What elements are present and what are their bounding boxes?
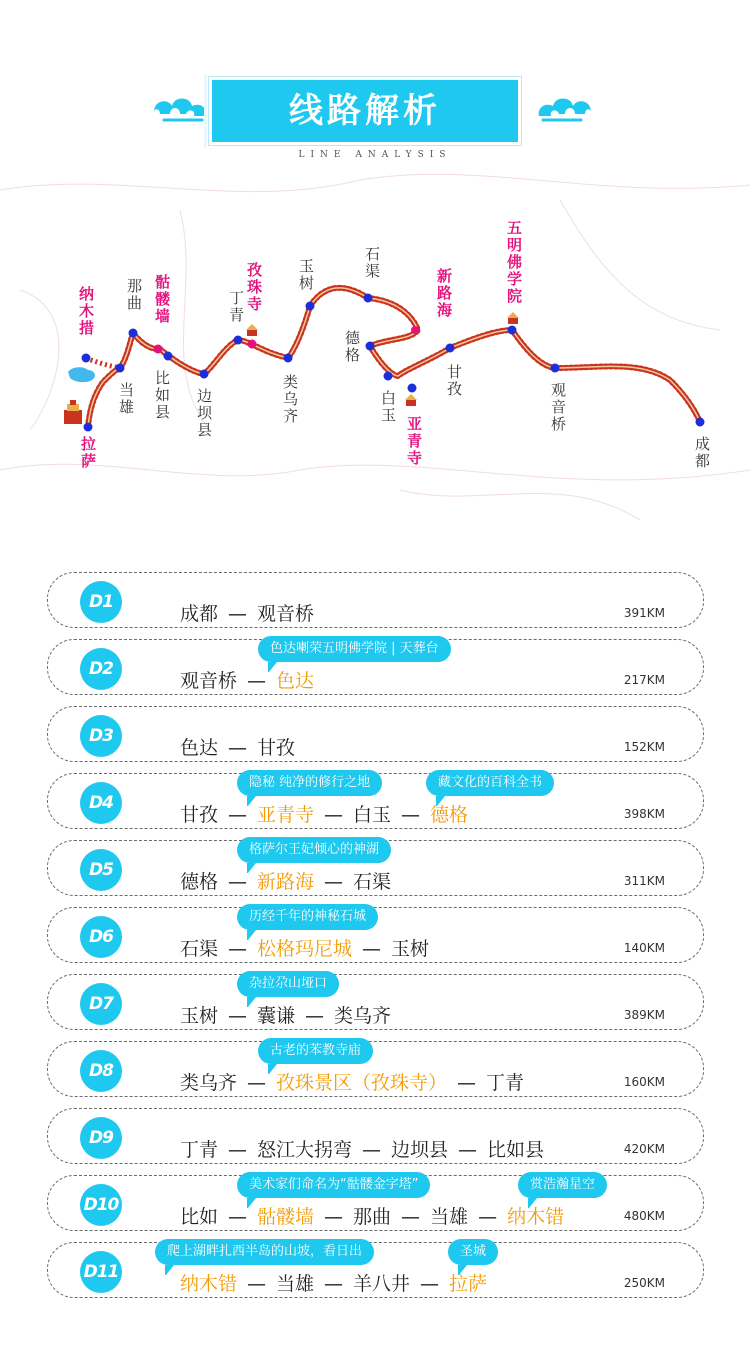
place: 色达 [180, 737, 219, 759]
map-label-chengdu: 成都 [693, 436, 711, 470]
place: 玉树 [180, 1005, 219, 1027]
separator: — [228, 871, 248, 893]
map-label-namucuo: 纳木措 [77, 286, 95, 337]
map-node-dingqing [234, 336, 243, 345]
separator: — [228, 1005, 248, 1027]
place: 石渠 [180, 938, 219, 960]
map-label-dege: 德格 [343, 330, 361, 364]
route-map [0, 170, 750, 550]
separator: — [305, 1005, 325, 1027]
map-label-yaqingsi: 亚青寺 [405, 416, 423, 467]
day-distance: 391KM [623, 606, 665, 620]
map-label-xinluhai: 新路海 [435, 268, 453, 319]
map-node-leiwuqi [284, 354, 293, 363]
place-highlight: 骷髅墙 [257, 1206, 315, 1228]
cloud-ornament-right-icon [535, 90, 595, 130]
map-node-namucuo [82, 354, 91, 363]
cloud-ornament-left-icon [150, 90, 210, 130]
place: 德格 [180, 871, 219, 893]
day-distance: 160KM [623, 1075, 665, 1089]
temple-icon-wuming [507, 312, 519, 324]
day-badge: D2 [80, 648, 122, 690]
separator: — [478, 1206, 498, 1228]
day-badge: D6 [80, 916, 122, 958]
day-route [180, 1202, 564, 1229]
day-distance: 311KM [623, 874, 665, 888]
day-tip: 杂拉尕山垭口 [237, 971, 339, 997]
day-route [180, 599, 314, 626]
separator: — [401, 1206, 421, 1228]
place: 观音桥 [180, 670, 238, 692]
map-node-dangxiong [116, 364, 125, 373]
day-route [180, 800, 468, 827]
day-row-d7 [47, 974, 704, 1030]
day-tip: 赏浩瀚星空 [518, 1172, 607, 1198]
place: 甘孜 [180, 804, 219, 826]
separator: — [228, 1206, 248, 1228]
map-label-wuming: 五明佛学院 [505, 220, 523, 305]
day-row-d11 [47, 1242, 704, 1298]
day-row-d8 [47, 1041, 704, 1097]
temple-icon-zizhu [246, 324, 258, 336]
map-node-guanyinqiao [551, 364, 560, 373]
day-row-d9 [47, 1108, 704, 1164]
separator: — [228, 1139, 248, 1161]
separator: — [228, 737, 248, 759]
place: 比如 [180, 1206, 219, 1228]
place-highlight: 松格玛尼城 [257, 938, 353, 960]
day-badge: D5 [80, 849, 122, 891]
day-badge: D10 [80, 1184, 122, 1226]
day-tip: 格萨尔王妃倾心的神湖 [237, 837, 391, 863]
place: 羊八井 [353, 1273, 411, 1295]
day-row-d4 [47, 773, 704, 829]
day-row-d1 [47, 572, 704, 628]
place-highlight: 德格 [430, 804, 469, 826]
potala-palace-icon [64, 400, 82, 424]
place: 白玉 [353, 804, 392, 826]
day-route [180, 1068, 524, 1095]
day-badge: D8 [80, 1050, 122, 1092]
day-distance: 480KM [623, 1209, 665, 1223]
map-node-kulouqiang [154, 345, 163, 354]
map-node-ganzi [446, 344, 455, 353]
separator: — [401, 804, 421, 826]
day-badge: D1 [80, 581, 122, 623]
separator: — [362, 1139, 382, 1161]
separator: — [228, 804, 248, 826]
day-badge: D7 [80, 983, 122, 1025]
day-route [180, 934, 429, 961]
place: 比如县 [487, 1139, 545, 1161]
day-tip: 历经千年的神秘石城 [237, 904, 378, 930]
map-label-nagqu: 那曲 [125, 278, 143, 312]
map-label-yushu: 玉树 [297, 258, 315, 292]
day-tip: 色达喇荣五明佛学院 | 天葬台 [258, 636, 451, 662]
place: 类乌齐 [180, 1072, 238, 1094]
map-label-dangxiong: 当雄 [117, 382, 135, 416]
header [0, 0, 750, 175]
map-node-yaqing [408, 384, 417, 393]
day-distance: 140KM [623, 941, 665, 955]
day-distance: 250KM [623, 1276, 665, 1290]
day-badge: D4 [80, 782, 122, 824]
day-badge: D11 [80, 1251, 122, 1293]
map-label-ganzi: 甘孜 [445, 364, 463, 398]
place: 类乌齐 [334, 1005, 392, 1027]
place: 囊谦 [257, 1005, 296, 1027]
place: 观音桥 [257, 603, 315, 625]
map-node-nagqu [129, 329, 138, 338]
map-label-zizhusi: 孜珠寺 [245, 262, 263, 313]
separator: — [228, 603, 248, 625]
day-distance: 420KM [623, 1142, 665, 1156]
page-title: 线路解析 [289, 91, 441, 131]
day-route [180, 666, 314, 693]
place: 成都 [180, 603, 219, 625]
place-highlight: 孜珠景区（孜珠寺） [276, 1072, 448, 1094]
separator: — [247, 1072, 267, 1094]
place: 那曲 [353, 1206, 392, 1228]
day-route [180, 1135, 544, 1162]
separator: — [324, 804, 344, 826]
day-tip: 藏文化的百科全书 [426, 770, 554, 796]
day-badge: D3 [80, 715, 122, 757]
place: 甘孜 [257, 737, 296, 759]
place: 丁青 [180, 1139, 219, 1161]
place: 当雄 [276, 1273, 315, 1295]
map-label-biru: 比如县 [153, 370, 171, 421]
map-node-yushu [306, 302, 315, 311]
day-route [180, 1269, 487, 1296]
route-map-canvas [0, 170, 750, 550]
map-node-baiyu [384, 372, 393, 381]
map-node-zizhusi [248, 340, 257, 349]
map-label-dingqing: 丁青 [227, 290, 245, 324]
map-node-lhasa [84, 423, 93, 432]
temple-icon-yaqing [405, 394, 417, 406]
day-tip: 隐秘 纯净的修行之地 [237, 770, 382, 796]
day-row-d2 [47, 639, 704, 695]
day-tip: 爬上湖畔扎西半岛的山坡，看日出 [155, 1239, 374, 1265]
day-tip: 美术家们命名为“骷髅金字塔” [237, 1172, 430, 1198]
map-label-baiyu: 白玉 [379, 390, 397, 424]
day-distance: 389KM [623, 1008, 665, 1022]
map-label-leiwuqi: 类乌齐 [281, 374, 299, 425]
place-highlight: 色达 [276, 670, 315, 692]
day-tip: 古老的苯教寺庙 [258, 1038, 373, 1064]
day-row-d5 [47, 840, 704, 896]
map-label-lhasa: 拉萨 [79, 436, 97, 470]
day-badge: D9 [80, 1117, 122, 1159]
separator: — [324, 1206, 344, 1228]
separator: — [247, 670, 267, 692]
map-label-guanyinqiao: 观音桥 [549, 382, 567, 433]
place-highlight: 拉萨 [449, 1273, 488, 1295]
map-node-wuming [508, 326, 517, 335]
place: 怒江大拐弯 [257, 1139, 353, 1161]
map-node-xinluhai [411, 326, 419, 334]
place-highlight: 新路海 [257, 871, 315, 893]
separator: — [458, 1139, 478, 1161]
separator: — [324, 1273, 344, 1295]
place-highlight: 纳木错 [180, 1273, 238, 1295]
map-label-kulouqiang: 骷髅墙 [153, 274, 171, 325]
separator: — [228, 938, 248, 960]
place: 当雄 [430, 1206, 469, 1228]
day-row-d3 [47, 706, 704, 762]
place: 石渠 [353, 871, 392, 893]
day-row-d10 [47, 1175, 704, 1231]
map-label-shiqu: 石渠 [363, 246, 381, 280]
map-node-bianba [200, 370, 209, 379]
map-node-dege [366, 342, 375, 351]
map-label-bianba: 边坝县 [195, 388, 213, 439]
map-node-shiqu [364, 294, 373, 303]
lake-icon [68, 367, 95, 382]
day-tip: 圣城 [448, 1239, 498, 1265]
separator: — [362, 938, 382, 960]
separator: — [420, 1273, 440, 1295]
title-box [212, 80, 518, 142]
day-distance: 217KM [623, 673, 665, 687]
day-distance: 152KM [623, 740, 665, 754]
day-route [180, 1001, 391, 1028]
separator: — [324, 871, 344, 893]
separator: — [457, 1072, 477, 1094]
place-highlight: 纳木错 [507, 1206, 565, 1228]
place-highlight: 亚青寺 [257, 804, 315, 826]
place: 玉树 [391, 938, 430, 960]
place: 边坝县 [391, 1139, 449, 1161]
day-route [180, 867, 391, 894]
map-node-chengdu [696, 418, 705, 427]
day-route [180, 733, 295, 760]
map-node-biru [164, 352, 173, 361]
separator: — [247, 1273, 267, 1295]
place: 丁青 [486, 1072, 525, 1094]
day-row-d6 [47, 907, 704, 963]
day-distance: 398KM [623, 807, 665, 821]
page-subtitle: LINE ANALYSIS [298, 150, 452, 160]
